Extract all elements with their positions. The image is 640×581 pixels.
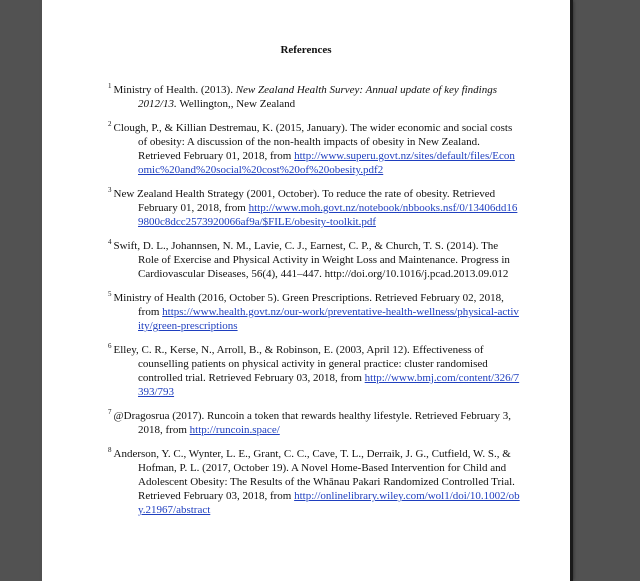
- reference-text: Clough, P., & Killian Destremau, K. (2015, January). The wider economic and social costs of obesity: A discussion of the non-health impacts of obesity in New Zealand. Retrieved February 01, 2018, from: [113, 122, 513, 162]
- reference-link[interactable]: http://www.moh.govt.nz/notebook/nbbooks.nsf/0/13406dd169800c8dcc2573920066af9a/$FILE/obesity-toolkit.pdf: [138, 202, 518, 228]
- reference-link[interactable]: https://www.health.govt.nz/our-work/preventative-health-wellness/physical-activity/green-prescriptions: [138, 306, 519, 332]
- page-edge-shadow: [570, 0, 573, 581]
- reference-text: Elley, C. R., Kerse, N., Arroll, B., & Robinson, E. (2003, April 12). Effectiveness of counselling patients on physical activity in general practice: cluster randomised controlled trial. Retrieved February 03, 2018, from: [113, 344, 488, 384]
- reference-text: Ministry of Health. (2013).: [113, 84, 236, 96]
- reference-number: 6: [108, 342, 112, 350]
- reference-link[interactable]: http://www.bmj.com/content/326/7393/793: [138, 372, 520, 398]
- reference-link[interactable]: http://onlinelibrary.wiley.com/wol1/doi/10.1002/oby.21967/abstract: [138, 490, 520, 516]
- reference-text: Anderson, Y. C., Wynter, L. E., Grant, C. C., Cave, T. L., Derraik, J. G., Cutfield, W. S., & Hofman, P. L. (2017, October 19). A Novel Home-Based Intervention for Child and Adolescent Obesity: The Results of the Whānau Pakari Randomized Controlled Trial. Retrieved February 03, 2018, from: [113, 448, 515, 502]
- reference-text: Ministry of Health (2016, October 5). Green Prescriptions. Retrieved February 02, 2018, from: [113, 292, 504, 318]
- reference-number: 2: [108, 120, 112, 128]
- reference-item: [108, 291, 520, 333]
- reference-item: [108, 409, 520, 437]
- page-title: References: [280, 44, 332, 56]
- reference-text: New Zealand Health Strategy (2001, October). To reduce the rate of obesity. Retrieved February 01, 2018, from: [113, 188, 496, 214]
- reference-number: 5: [108, 290, 112, 298]
- reference-item: [108, 343, 520, 399]
- reference-item: [108, 121, 520, 177]
- reference-item: [108, 187, 520, 229]
- reference-text: @Dragosrua (2017). Runcoin a token that rewards healthy lifestyle. Retrieved February 3, 2018, from: [113, 410, 511, 436]
- reference-number: 1: [108, 82, 112, 90]
- reference-text: Swift, D. L., Johannsen, N. M., Lavie, C. J., Earnest, C. P., & Church, T. S. (2014). The Role of Exercise and Physical Activity in Weight Loss and Maintenance. Progress in Cardiovascular Diseases, 56(4), 441–447. http://doi.org/10.1016/j.pcad.2013.09.012: [113, 240, 510, 280]
- reference-text-after: Wellington,, New Zealand: [176, 98, 296, 110]
- reference-item: [108, 239, 520, 281]
- document-page: [42, 0, 570, 581]
- reference-item: [108, 83, 520, 111]
- reference-item: [108, 447, 520, 517]
- reference-italic-title: New Zealand Health Survey: Annual update of key findings 2012/13.: [138, 84, 498, 110]
- reference-list: [108, 83, 520, 527]
- reference-link[interactable]: http://www.superu.govt.nz/sites/default/files/Economic%20and%20social%20cost%20of%20obesity.pdf2: [138, 150, 515, 176]
- reference-number: 7: [108, 408, 112, 416]
- reference-number: 4: [108, 238, 112, 246]
- reference-link[interactable]: http://runcoin.space/: [189, 424, 280, 436]
- reference-number: 3: [108, 186, 112, 194]
- reference-number: 8: [108, 446, 112, 454]
